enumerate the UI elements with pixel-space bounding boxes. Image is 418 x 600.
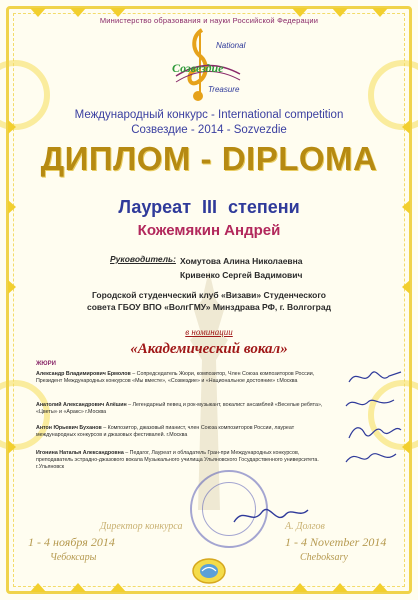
jury-member-desc: – Композитор, джазовый пианист, член Союза композиторов России, лауреат международных конкурсов и джазовых фестивалей. г.Москва bbox=[36, 425, 295, 438]
leader-name: Хомутова Алина Николаевна bbox=[180, 256, 303, 266]
date-english: 1 - 4 November 2014 bbox=[285, 535, 387, 549]
club-affiliation bbox=[40, 289, 378, 313]
jury-title: ЖЮРИ bbox=[36, 361, 56, 367]
jury-member bbox=[36, 425, 326, 439]
logo-text-treasure: Treasure bbox=[208, 85, 240, 94]
diploma-title: ДИПЛОМ - DIPLOMA bbox=[40, 140, 378, 177]
jury-member bbox=[36, 450, 326, 471]
laureate-degree: Лауреат III степени bbox=[118, 197, 300, 217]
jury-member-desc: – Педагог, Лауреат и обладатель Гран-при Международных конкурсов, преподаватель эстрадно-джазового вокала Музыкального училища Ульяновского Государственного университета. г.Ульяновск bbox=[36, 450, 319, 470]
director-name: А. Долгов bbox=[285, 521, 325, 532]
side-ornament bbox=[402, 440, 410, 454]
chevron-ornament bbox=[30, 583, 46, 592]
chevron-ornament bbox=[110, 583, 126, 592]
signature-icon bbox=[345, 420, 405, 442]
jury-member bbox=[36, 402, 326, 416]
jury-member-desc: – Сопредседатель Жюри, композитор, Член Союза композиторов России, Президент Международных конкурсов «Мы вместе», «Созвездие» и «Национальное достояние» г.Москва bbox=[36, 371, 315, 384]
signature-icon bbox=[340, 446, 400, 468]
leader-names bbox=[180, 254, 303, 282]
city-english: Cheboksary bbox=[300, 552, 348, 563]
jury-member bbox=[36, 371, 326, 385]
club-line: совета ГБОУ ВПО «ВолгГМУ» Минздрава РФ, г. Волгоград bbox=[87, 302, 331, 312]
jury-member-desc: – Легендарный певец и рок-музыкант, вокалист ансамблей «Веселые ребята», «Цветы» и «Аракс» г.Москва bbox=[36, 402, 323, 415]
jury-member-name: Анатолий Александрович Алёшин bbox=[36, 402, 127, 408]
leader-name: Кривенко Сергей Вадимович bbox=[180, 270, 303, 280]
signature-icon bbox=[340, 392, 400, 414]
chevron-ornament bbox=[332, 583, 348, 592]
competition-subtitle: Созвездие - 2014 - Sozvezdie bbox=[131, 124, 287, 136]
jury-member-name: Александр Владимирович Ермолов bbox=[36, 371, 131, 377]
chevron-ornament bbox=[372, 583, 388, 592]
chevron-ornament bbox=[292, 583, 308, 592]
leader-label: Руководитель: bbox=[110, 254, 176, 264]
winner-name: Кожемякин Андрей bbox=[137, 222, 281, 239]
chevron-ornament bbox=[70, 583, 86, 592]
director-label: Директор конкурса bbox=[100, 521, 183, 532]
treble-clef-logo-icon bbox=[162, 26, 252, 104]
nomination-value: «Академический вокал» bbox=[130, 341, 288, 357]
side-ornament bbox=[8, 440, 16, 454]
ministry-header: Министерство образования и науки Российской Федерации bbox=[99, 16, 319, 25]
jury-member-name: Игонина Наталья Александровна bbox=[36, 450, 124, 456]
side-ornament bbox=[8, 280, 16, 294]
signature-icon bbox=[345, 366, 405, 388]
nomination-label: в номинации bbox=[185, 327, 233, 337]
competition-title: Международный конкурс - International competition bbox=[74, 109, 344, 121]
city-russian: Чебоксары bbox=[50, 552, 97, 563]
side-ornament bbox=[402, 280, 410, 294]
jury-member-name: Антон Юрьевич Буханов bbox=[36, 425, 102, 431]
logo-text-national: National bbox=[216, 41, 246, 50]
bottom-emblem-icon bbox=[190, 556, 228, 586]
logo-text-main: Созвездие bbox=[172, 61, 224, 75]
club-line: Городской студенческий клуб «Визави» Студенческого bbox=[92, 290, 326, 300]
date-russian: 1 - 4 ноября 2014 bbox=[28, 535, 115, 549]
